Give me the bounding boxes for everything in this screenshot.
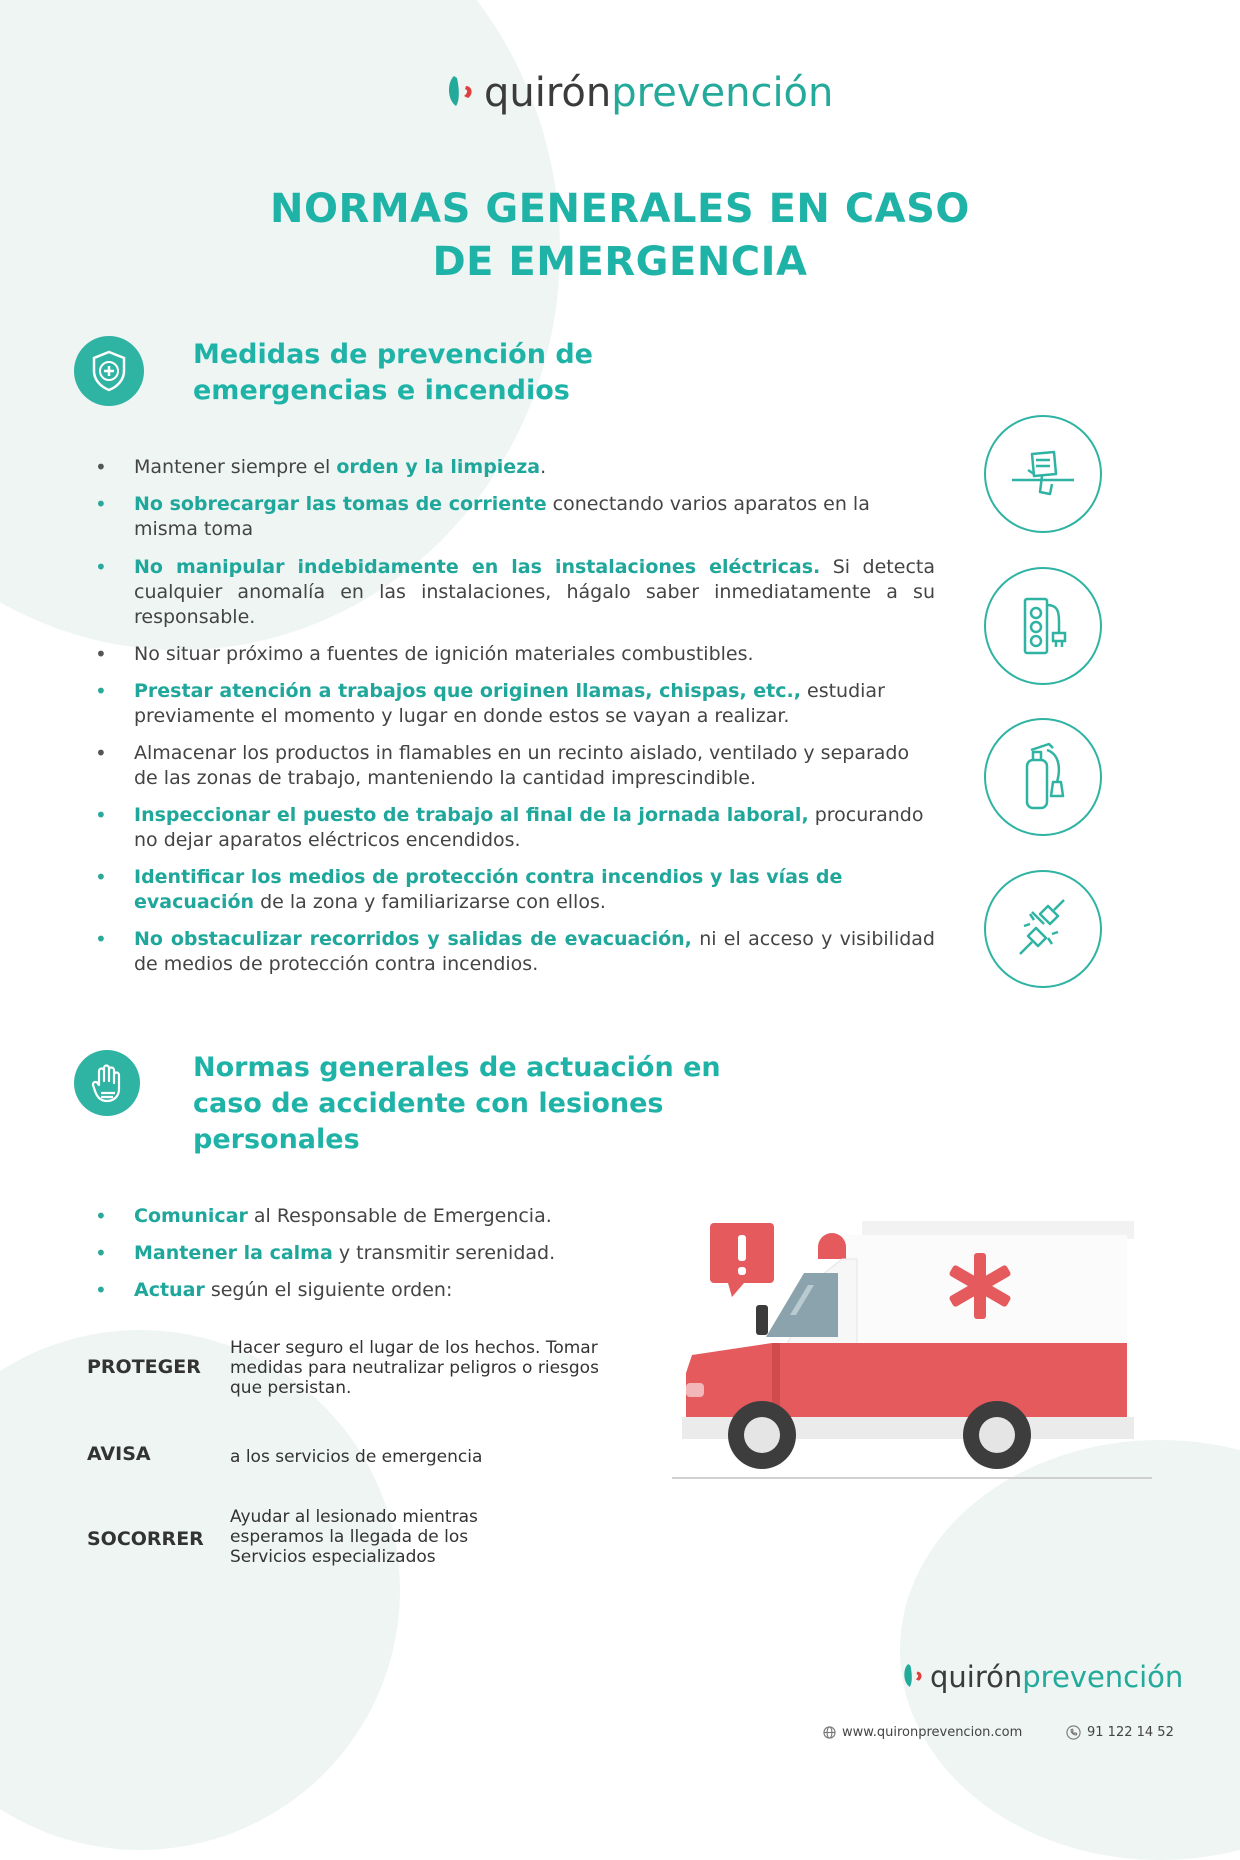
list-item [95,679,935,729]
bullet-text: Almacenar los productos in flamables en un recinto aislado, ventilado y separado de las zonas de trabajo, manteniendo la cantidad imprescindible. [134,742,910,789]
bullet-text: al Responsable de Emergencia. [247,1205,552,1227]
page-title-line1: NORMAS GENERALES EN CASO [270,186,970,232]
step-text-line: medidas para neutralizar peligros o riesgos [230,1358,599,1378]
brand-logo-top [446,70,833,116]
bullet-text: procurando no dejar aparatos eléctricos encendidos. [134,804,924,851]
step-text-proteger [230,1338,599,1398]
brand-mark-icon [446,72,480,114]
step-text-line: Hacer seguro el lugar de los hechos. Tomar [230,1338,598,1358]
step-text-line: Servicios especializados [230,1547,436,1567]
list-item [95,927,935,977]
bullet-highlight: No obstaculizar recorridos y salidas de evacuación, [134,928,692,950]
bullet-highlight: No manipular indebidamente en las instalaciones eléctricas. [134,556,821,578]
brand-name-part1: quirón [484,70,612,116]
background-shape-bottom-right [900,1440,1240,1860]
raised-hand-icon [74,1050,140,1116]
footer-website-text: www.quironprevencion.com [842,1725,1023,1740]
fire-extinguisher-icon [984,718,1102,836]
bullet-highlight: Inspeccionar el puesto de trabajo al final de la jornada laboral, [134,804,809,826]
bullet-highlight: No sobrecargar las tomas de corriente [134,493,547,515]
ambulance-icon [672,1215,1162,1485]
list-item [95,803,935,853]
page-title [0,183,1240,289]
cleaning-cloth-icon [984,415,1102,533]
list-item [95,741,935,791]
power-strip-icon [984,567,1102,685]
bullet-text: ni el acceso y visibilidad de medios de protección contra incendios. [134,928,935,975]
phone-icon [1066,1725,1081,1740]
footer-website[interactable] [823,1725,1022,1740]
bullet-highlight: Comunicar [134,1205,248,1227]
step-text-line: Ayudar al lesionado mientras [230,1507,478,1527]
section2-heading-line1: Normas generales de actuación en [193,1052,721,1083]
list-item [95,492,935,542]
section2-bullet-list [95,1204,655,1303]
brand-name-part2: prevención [611,70,834,116]
bullet-text: conectando varios aparatos en la misma toma [134,493,870,540]
footer-phone-text: 91 122 14 52 [1087,1725,1174,1740]
list-item [95,1278,655,1303]
step-label-socorrer: SOCORRER [87,1528,204,1550]
section1-bullet-list [95,455,935,977]
globe-icon [823,1726,836,1739]
bullet-text: No situar próximo a fuentes de ignición materiales combustibles. [134,643,754,665]
background-shape-bottom-left [0,1330,400,1850]
footer-phone[interactable] [1066,1725,1174,1740]
bullet-text: según el siguiente orden: [204,1279,453,1301]
list-item [95,1241,655,1266]
step-text-line: que persistan. [230,1378,352,1398]
brand-mark-icon [902,1661,928,1693]
step-text-socorrer [230,1507,478,1567]
brand-name-part2: prevención [1022,1660,1184,1694]
section1-heading-line1: Medidas de prevención de [193,339,593,370]
shield-cross-icon [74,336,144,406]
section2-heading-line2: caso de accidente con lesiones [193,1088,664,1119]
bullet-text: de la zona y familiarizarse con ellos. [254,891,606,913]
list-item [95,455,935,480]
unplug-icon [984,870,1102,988]
bullet-text: estudiar previamente el momento y lugar en donde estos se vayan a realizar. [134,680,885,727]
bullet-text: Si detecta cualquier anomalía en las instalaciones, hágalo saber inmediatamente a su responsable. [134,556,935,628]
step-label-proteger: PROTEGER [87,1356,201,1378]
bullet-highlight: orden y la limpieza [336,456,541,478]
bullet-highlight: Actuar [134,1279,205,1301]
section1-heading-line2: emergencias e incendios [193,375,570,406]
bullet-highlight: Identificar los medios de protección contra incendios y las vías de evacuación [134,866,843,913]
brand-logo-bottom [902,1660,1183,1694]
step-text-line: a los servicios de emergencia [230,1447,483,1467]
list-item [95,1204,655,1229]
list-item [95,865,935,915]
section1-heading [193,337,593,409]
step-text-avisa [230,1447,482,1467]
step-text-line: esperamos la llegada de los [230,1527,469,1547]
section2-heading [193,1050,721,1158]
page-title-line2: DE EMERGENCIA [432,239,808,285]
bullet-highlight: Prestar atención a trabajos que originen llamas, chispas, etc., [134,680,801,702]
brand-name-part1: quirón [930,1660,1023,1694]
bullet-text: y transmitir serenidad. [332,1242,556,1264]
list-item [95,555,935,630]
list-item [95,642,935,667]
bullet-text: Mantener siempre el [134,456,337,478]
section2-heading-line3: personales [193,1124,360,1155]
bullet-text: . [540,456,547,478]
step-label-avisa: AVISA [87,1443,151,1465]
bullet-highlight: Mantener la calma [134,1242,333,1264]
